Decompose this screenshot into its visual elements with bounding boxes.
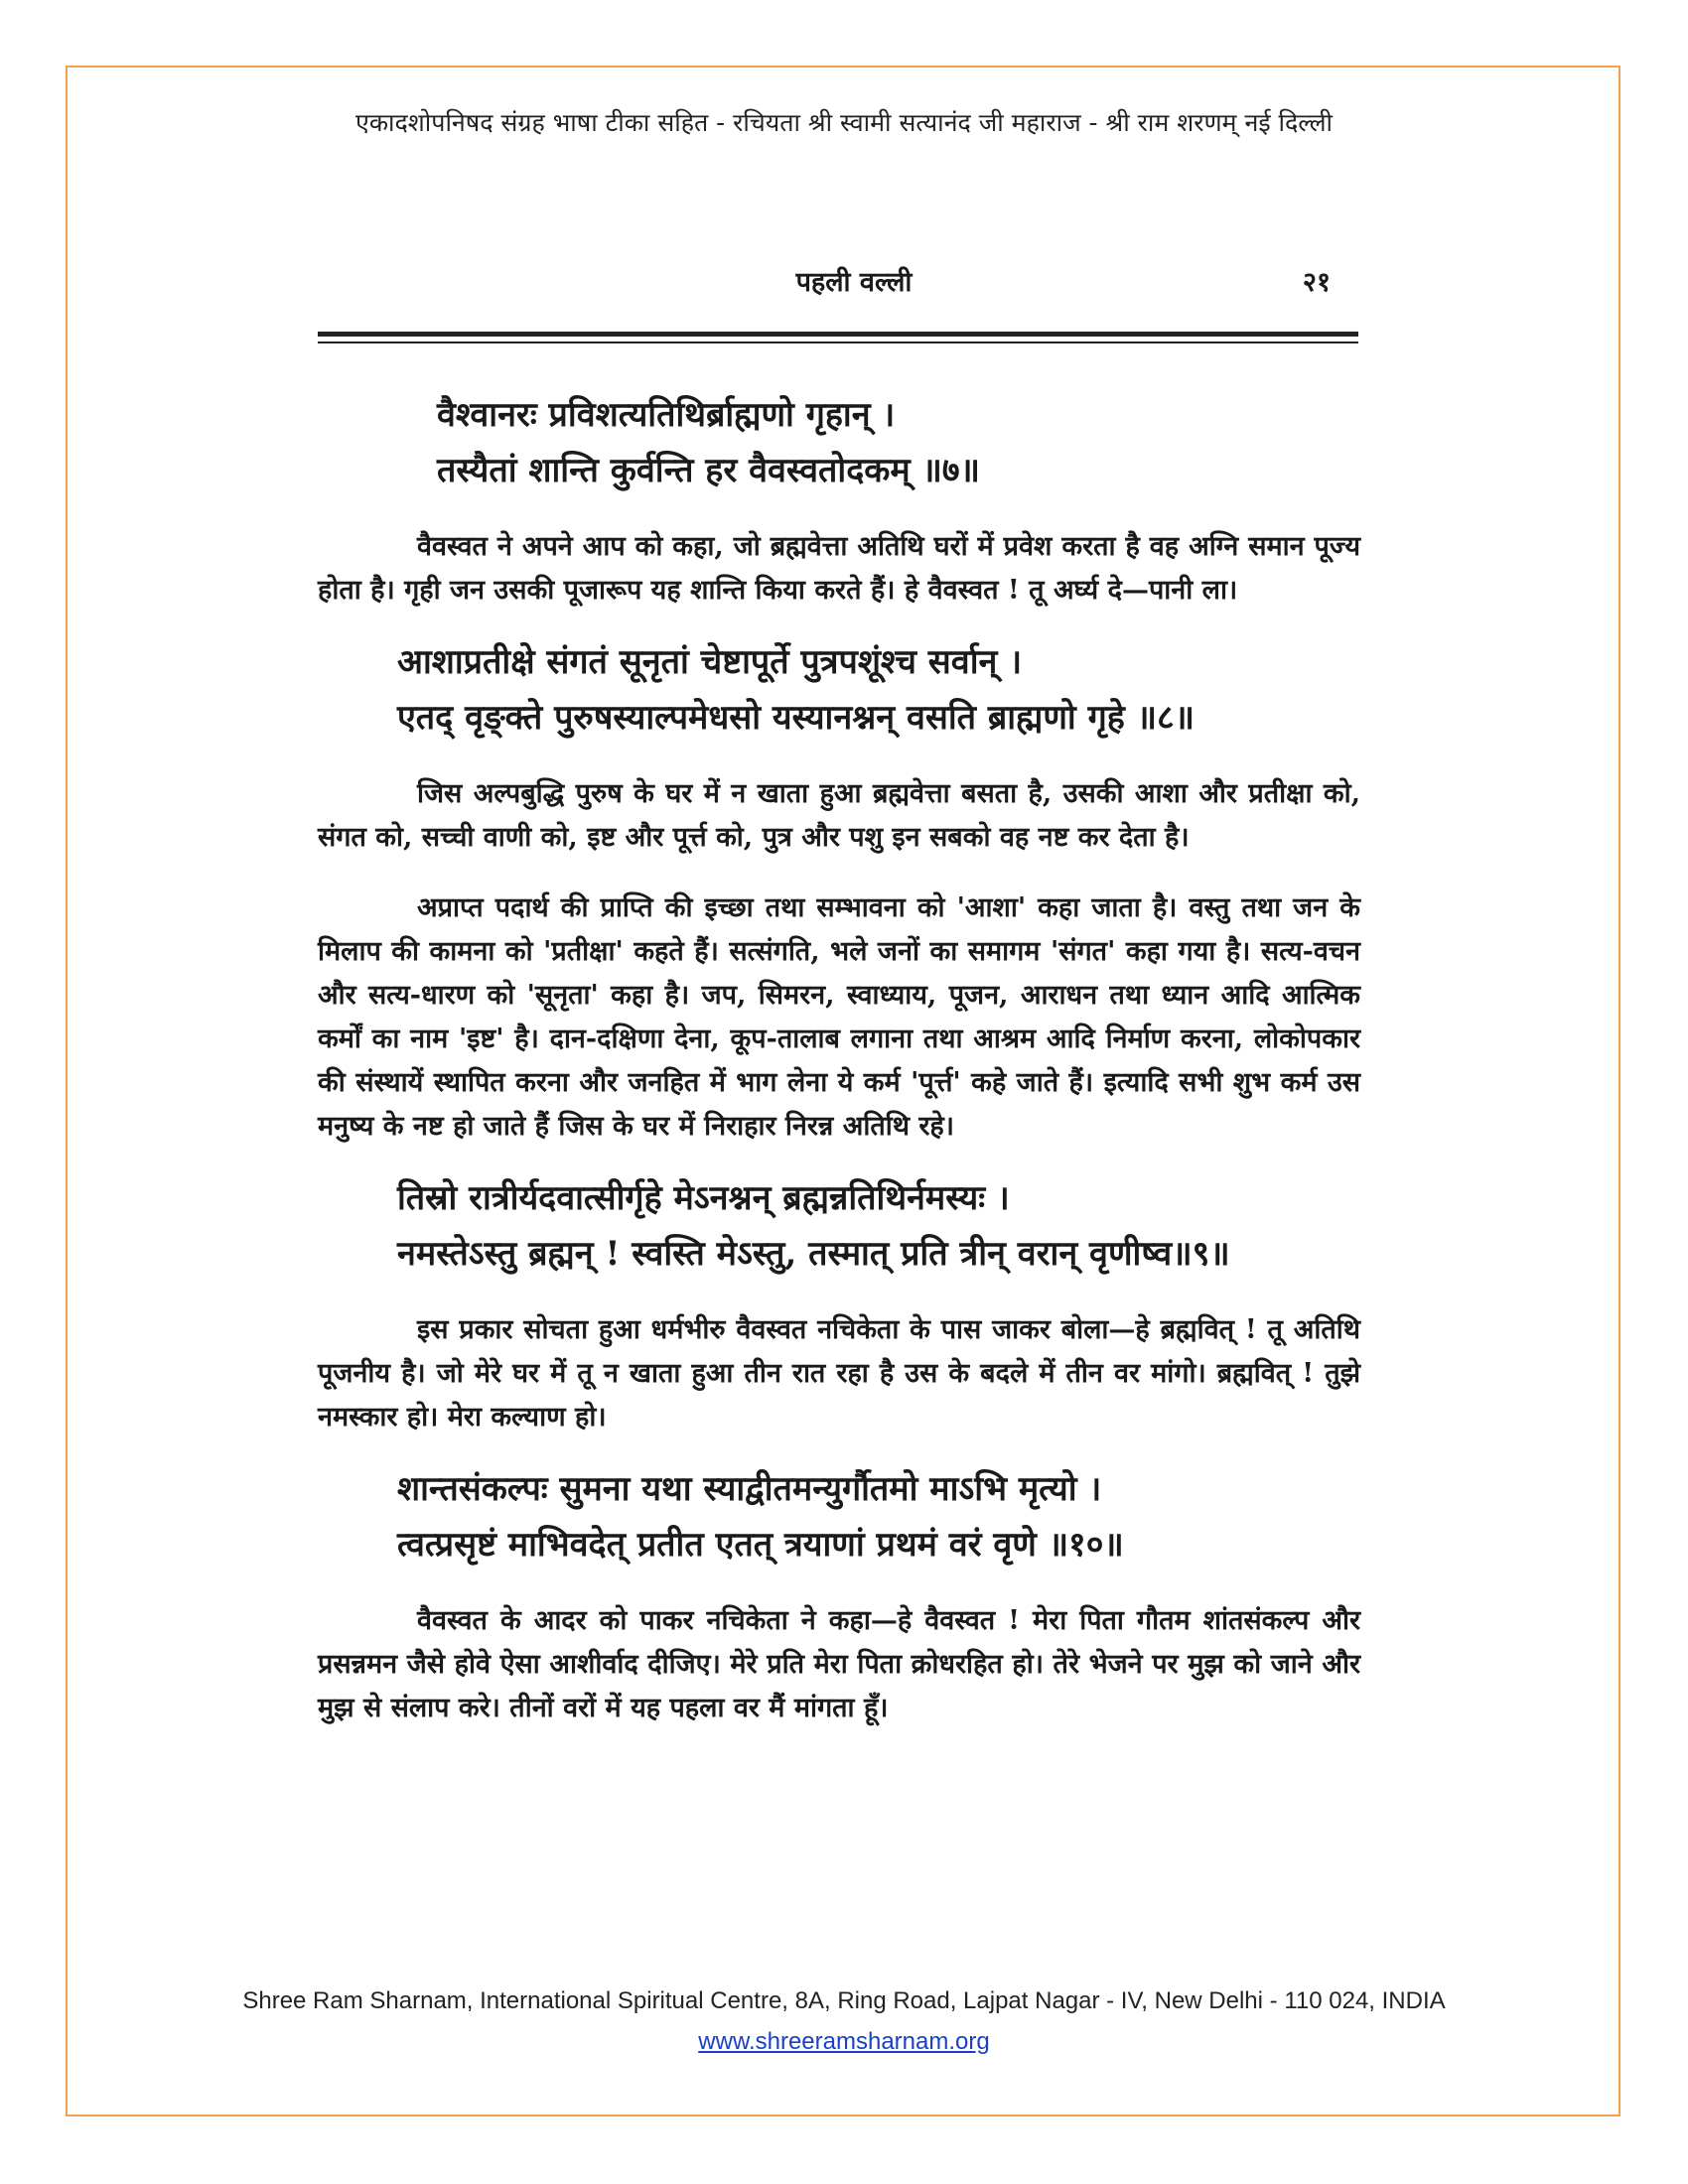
verse-line: वैश्वानरः प्रविशत्यतिथिर्ब्राह्मणो गृहान् । <box>437 395 896 435</box>
verse-line: नमस्तेऽस्तु ब्रह्मन् ! स्वस्ति मेऽस्तु, तस्मात् प्रति त्रीन् वरान् वृणीष्व॥९॥ <box>397 1234 1230 1274</box>
scanned-page <box>298 218 1410 1946</box>
page-content <box>318 387 1360 1752</box>
verse-line: एतद् वृङ्क्ते पुरुषस्याल्पमेधसो यस्यानश्नन् वसति ब्राह्मणो गृहे ॥८॥ <box>397 698 1196 738</box>
page-number: २१ <box>1302 267 1331 298</box>
running-title: पहली वल्ली <box>795 267 913 298</box>
verse-7 <box>318 387 1360 498</box>
verse-9 <box>318 1170 1360 1282</box>
commentary-paragraph: जिस अल्पबुद्धि पुरुष के घर में न खाता हुआ ब्रह्मवेत्ता बसता है, उसकी आशा और प्रतीक्षा को, संगत को, सच्ची वाणी को, इष्ट और पूर्त्त को, पुत्र और पशु इन सबको वह नष्ट कर देता है। <box>318 778 1360 853</box>
verse-line: त्वत्प्रसृष्टं माभिवदेत् प्रतीत एतत् त्रयाणां प्रथमं वरं वृणे ॥१०॥ <box>397 1525 1124 1565</box>
verse-line: शान्तसंकल्पः सुमना यथा स्याद्वीतमन्युर्गौतमो माऽभि मृत्यो । <box>397 1469 1102 1509</box>
commentary-paragraph: वैवस्वत ने अपने आप को कहा, जो ब्रह्मवेत्ता अतिथि घरों में प्रवेश करता है वह अग्नि समान पूज्य होता है। गृही जन उसकी पूजारूप यह शान्ति किया करते हैं। हे वैवस्वत ! तू अर्घ्य दे—पानी ला। <box>318 531 1360 606</box>
document-header: एकादशोपनिषद संग्रह भाषा टीका सहित - रचियता श्री स्वामी सत्यानंद जी महाराज - श्री राम शरणम् नई दिल्ली <box>355 108 1333 137</box>
header-rule-thick <box>318 332 1358 337</box>
verse-8 <box>318 634 1360 746</box>
footer-address: Shree Ram Sharnam, International Spiritual Centre, 8A, Ring Road, Lajpat Nagar - IV, New Delhi - 110 024, INDIA <box>242 1987 1446 2014</box>
commentary-paragraph: वैवस्वत के आदर को पाकर नचिकेता ने कहा—हे वैवस्वत ! मेरा पिता गौतम शांतसंकल्प और प्रसन्नमन जैसे होवे ऐसा आशीर्वाद दीजिए। मेरे प्रति मेरा पिता क्रोधरहित हो। तेरे भेजने पर मुझ को जाने और मुझ से संलाप करे। तीनों वरों में यह पहला वर मैं मांगता हूँ। <box>318 1605 1360 1723</box>
header-rule-thin <box>318 341 1358 343</box>
verse-10 <box>318 1461 1360 1572</box>
website-link[interactable]: www.shreeramsharnam.org <box>698 2028 990 2055</box>
running-head <box>298 218 1410 298</box>
verse-line: तस्यैतां शान्ति कुर्वन्ति हर वैवस्वतोदकम् ॥७॥ <box>437 451 980 490</box>
commentary-paragraph: इस प्रकार सोचता हुआ धर्मभीरु वैवस्वत नचिकेता के पास जाकर बोला—हे ब्रह्मवित् ! तू अतिथि पूजनीय है। जो मेरे घर में तू न खाता हुआ तीन रात रहा है उस के बदले में तीन वर मांगो। ब्रह्मवित् ! तुझे नमस्कार हो। मेरा कल्याण हो। <box>318 1314 1360 1433</box>
verse-line: तिस्रो रात्रीर्यदवात्सीर्गृहे मेऽनश्नन् ब्रह्मन्नतिथिर्नमस्यः । <box>397 1178 1010 1218</box>
verse-line: आशाप्रतीक्षे संगतं सूनृतां चेष्टापूर्ते पुत्रपशूंश्च सर्वान् । <box>397 642 1023 682</box>
commentary-paragraph: अप्राप्त पदार्थ की प्राप्ति की इच्छा तथा सम्भावना को 'आशा' कहा जाता है। वस्तु तथा जन के मिलाप की कामना को 'प्रतीक्षा' कहते हैं। सत्संगति, भले जनों का समागम 'संगत' कहा गया है। सत्य-वचन और सत्य-धारण को 'सूनृता' कहा है। जप, सिमरन, स्वाध्याय, पूजन, आराधन तथा ध्यान आदि आत्मिक कर्मों का नाम 'इष्ट' है। दान-दक्षिणा देना, कूप-तालाब लगाना तथा आश्रम आदि निर्माण करना, लोकोपकार की संस्थायें स्थापित करना और जनहित में भाग लेना ये कर्म 'पूर्त्त' कहे जाते हैं। इत्यादि सभी शुभ कर्म उस मनुष्य के नष्ट हो जाते हैं जिस के घर में निराहार निरन्न अतिथि रहे। <box>318 892 1360 1142</box>
